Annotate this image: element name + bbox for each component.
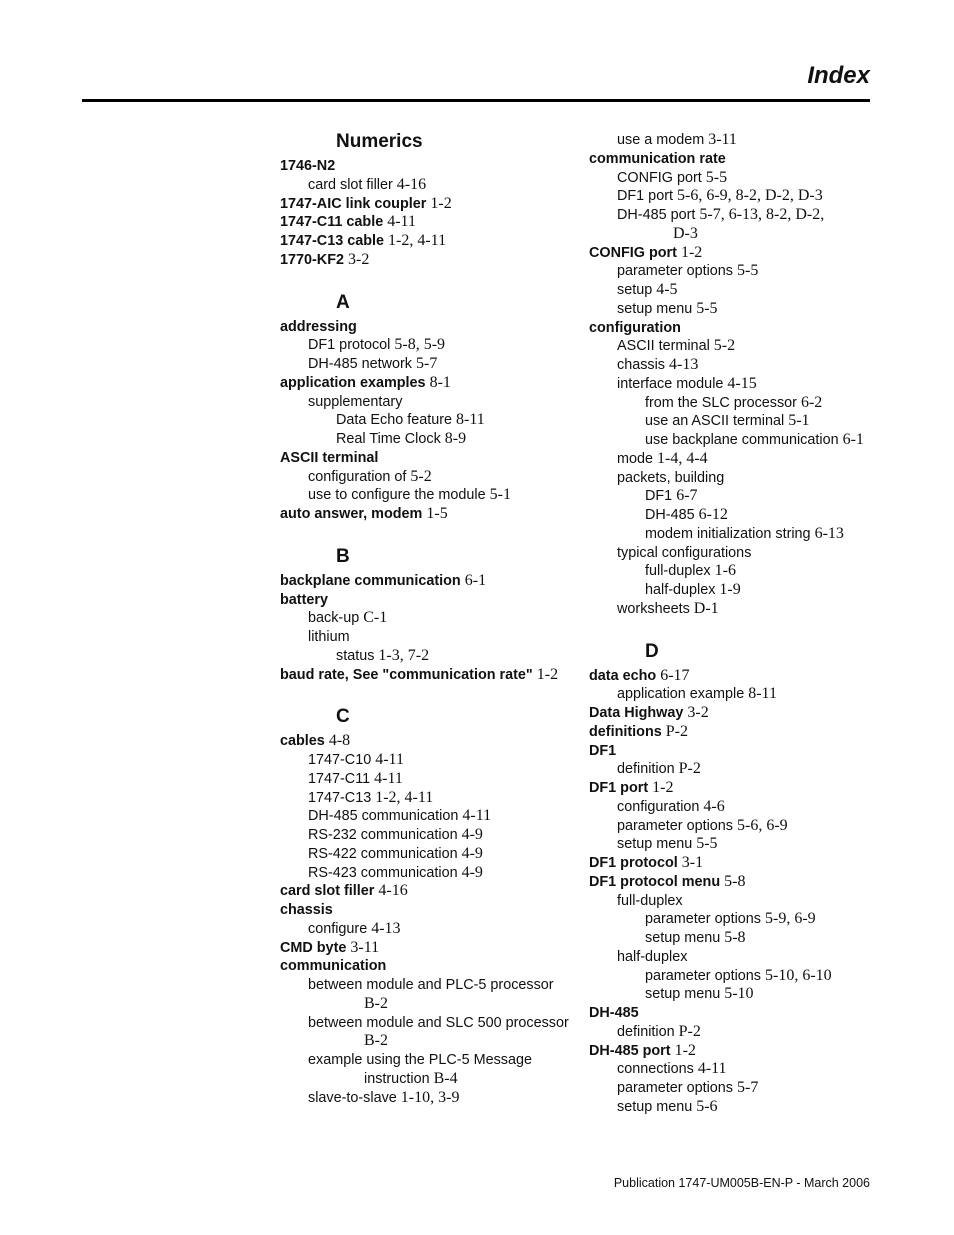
index-term: parameter options — [645, 967, 761, 984]
index-pages: 4-11 — [375, 751, 404, 768]
index-term: modem initialization string — [645, 525, 811, 542]
index-entry — [280, 374, 570, 393]
index-term: 1747-C10 — [308, 752, 372, 768]
index-term: setup menu — [617, 1098, 693, 1115]
index-pages: 5-5 — [696, 835, 718, 853]
index-column-left — [280, 131, 570, 1107]
index-entry — [280, 939, 570, 958]
index-entry — [589, 1060, 879, 1079]
index-pages: 3-2 — [687, 704, 709, 721]
index-entry — [589, 450, 879, 469]
index-entry — [589, 1079, 879, 1098]
index-pages: 5-1 — [489, 486, 511, 504]
index-term: half-duplex — [645, 582, 716, 598]
index-pages: B-4 — [433, 1069, 458, 1087]
index-term: auto answer, modem — [280, 506, 423, 522]
index-term: CMD byte — [280, 939, 347, 956]
index-entry — [280, 666, 570, 685]
index-term: setup menu — [617, 300, 693, 317]
index-pages: 4-16 — [396, 175, 427, 193]
index-term: 1747-AIC link coupler — [280, 195, 427, 212]
index-term: DH-485 port — [617, 207, 696, 223]
index-term: RS-422 communication — [308, 845, 458, 862]
index-entry — [280, 355, 570, 374]
index-entry — [589, 281, 879, 300]
index-term: DH-485 communication — [308, 808, 459, 825]
index-entry — [280, 468, 570, 487]
index-term: Data Highway — [589, 705, 684, 721]
index-pages: 6-1 — [842, 431, 864, 448]
index-pages: 5-2 — [410, 467, 432, 485]
index-entry — [280, 1014, 570, 1033]
index-pages: 6-2 — [800, 393, 823, 411]
index-term: interface module — [617, 375, 724, 392]
index-entry — [589, 300, 879, 319]
index-entry — [589, 798, 879, 817]
index-term: parameter options — [617, 817, 733, 834]
index-term: packets, building — [617, 469, 725, 486]
index-entry — [280, 976, 570, 995]
index-entry — [589, 723, 879, 742]
index-pages: 6-1 — [464, 571, 487, 589]
index-term: Real Time Clock — [336, 431, 441, 447]
index-entry — [589, 873, 879, 892]
index-term: backplane communication — [280, 572, 461, 589]
index-term: definitions — [589, 723, 662, 740]
index-pages: 5-10, 6-10 — [765, 966, 832, 984]
index-entry — [589, 929, 879, 948]
index-pages: 5-8, 5-9 — [394, 336, 446, 354]
index-pages: 1-2 — [430, 194, 452, 212]
index-entry — [280, 411, 570, 430]
index-entry — [589, 685, 879, 704]
index-pages: 4-15 — [727, 374, 757, 392]
index-entry — [589, 967, 879, 986]
index-pages: 6-7 — [676, 487, 698, 505]
index-pages: 5-7 — [415, 355, 438, 372]
index-term: slave-to-slave — [308, 1089, 397, 1106]
index-pages: 5-1 — [788, 412, 810, 430]
index-entry — [280, 807, 570, 826]
index-term: definition — [617, 1023, 675, 1040]
index-entry — [589, 225, 879, 244]
index-entry — [589, 892, 879, 911]
index-entry — [589, 150, 879, 169]
page-title: Index — [807, 62, 870, 89]
index-pages: 4-11 — [697, 1060, 727, 1078]
index-pages: 5-8 — [724, 872, 746, 890]
index-term: DH-485 — [645, 507, 695, 523]
index-term: lithium — [308, 629, 350, 645]
index-entry — [589, 356, 879, 375]
index-entry — [589, 525, 879, 544]
index-pages: 6-13 — [814, 524, 844, 542]
index-term: DH-485 port — [589, 1042, 671, 1059]
index-entry — [280, 336, 570, 355]
index-entry — [280, 901, 570, 920]
index-entry — [589, 1004, 879, 1023]
index-entry — [589, 910, 879, 929]
index-entry — [589, 1042, 879, 1061]
index-pages: 5-6 — [696, 1097, 718, 1115]
index-term: configuration of — [308, 468, 407, 485]
index-entry — [280, 995, 570, 1014]
index-entry — [280, 430, 570, 449]
index-term: parameter options — [645, 911, 761, 928]
index-term: definition — [617, 761, 675, 778]
index-entry — [280, 232, 570, 251]
index-pages: 3-2 — [348, 250, 370, 268]
index-pages: 5-8 — [724, 929, 746, 946]
index-term: 1770-KF2 — [280, 251, 344, 268]
index-entry — [589, 487, 879, 506]
index-pages: 4-11 — [374, 769, 403, 787]
index-term: full-duplex — [617, 892, 683, 909]
index-term: setup menu — [645, 930, 721, 946]
index-term: 1747-C13 cable — [280, 233, 385, 249]
index-entry — [589, 169, 879, 188]
index-entry — [589, 667, 879, 686]
index-pages: 1-3, 7-2 — [378, 646, 430, 664]
index-entry — [589, 1098, 879, 1117]
index-pages: 5-7 — [737, 1079, 759, 1096]
index-term: communication rate — [589, 150, 726, 167]
index-pages: 4-11 — [387, 213, 416, 231]
index-entry — [589, 337, 879, 356]
index-entry — [280, 1070, 570, 1089]
index-term: use an ASCII terminal — [645, 413, 785, 430]
section-heading: B — [336, 545, 350, 567]
index-pages: 5-6, 6-9 — [737, 816, 788, 834]
index-entry — [589, 431, 879, 450]
index-pages: 4-13 — [669, 356, 699, 373]
index-entry — [589, 187, 879, 206]
index-entry — [589, 948, 879, 967]
index-entry — [589, 131, 879, 150]
section-heading: Numerics — [336, 131, 423, 152]
index-pages: 5-7, 6-13, 8-2, D-2, — [699, 206, 825, 223]
index-term: half-duplex — [617, 948, 688, 965]
index-term: battery — [280, 591, 328, 608]
index-term: DF1 protocol menu — [589, 873, 721, 890]
index-entry — [280, 647, 570, 666]
index-entry — [589, 985, 879, 1004]
index-term: full-duplex — [645, 563, 711, 580]
index-term: setup menu — [645, 986, 721, 1003]
index-pages: 4-5 — [656, 281, 678, 298]
index-term: ASCII terminal — [617, 338, 710, 355]
index-entry — [589, 817, 879, 836]
publication-footer: Publication 1747-UM005B-EN-P - March 2006 — [613, 1176, 870, 1190]
index-term: chassis — [617, 357, 665, 373]
index-entry — [280, 591, 570, 610]
index-term: configuration — [617, 798, 700, 815]
index-pages: 6-17 — [660, 666, 690, 684]
index-entry — [589, 1023, 879, 1042]
index-entry — [589, 779, 879, 798]
index-entry — [280, 157, 570, 176]
index-pages: 8-1 — [429, 373, 451, 391]
section-heading: C — [336, 706, 350, 728]
index-entry — [589, 244, 879, 263]
index-entry — [280, 505, 570, 524]
index-entry — [589, 375, 879, 394]
index-pages: 1-6 — [714, 562, 736, 580]
index-pages: B-2 — [364, 994, 388, 1012]
index-term: RS-232 communication — [308, 827, 458, 843]
index-term: configuration — [589, 319, 681, 336]
index-term: 1747-C13 — [308, 789, 372, 806]
index-pages: 1-2 — [536, 665, 559, 683]
index-term: DF1 protocol — [308, 337, 391, 354]
index-pages: 5-9, 6-9 — [765, 910, 816, 928]
index-term: 1746-N2 — [280, 158, 336, 174]
index-term: DF1 — [645, 488, 673, 505]
index-term: application example — [617, 686, 745, 703]
index-entry — [280, 845, 570, 864]
index-entry — [280, 213, 570, 232]
index-entry — [589, 206, 879, 225]
index-term: connections — [617, 1061, 694, 1078]
index-pages: 4-9 — [461, 826, 483, 843]
index-pages: 1-4, 4-4 — [657, 449, 708, 467]
index-entry — [280, 920, 570, 939]
index-term: parameter options — [617, 263, 733, 280]
index-entry — [280, 628, 570, 647]
index-pages: 4-8 — [328, 732, 351, 750]
index-entry — [280, 449, 570, 468]
section-heading: A — [336, 291, 350, 313]
index-entry — [280, 393, 570, 412]
index-term: use to configure the module — [308, 487, 486, 504]
index-pages: 1-2, 4-11 — [388, 232, 447, 249]
index-pages: P-2 — [678, 1022, 701, 1040]
index-pages: P-2 — [678, 760, 701, 778]
index-pages: 1-10, 3-9 — [400, 1088, 460, 1106]
index-term: DH-485 network — [308, 356, 412, 372]
index-term: data echo — [589, 667, 657, 684]
index-pages: 4-6 — [703, 797, 725, 815]
index-entry — [280, 486, 570, 505]
index-entry — [280, 957, 570, 976]
index-pages: 3-1 — [681, 854, 704, 871]
index-entry — [589, 544, 879, 563]
index-entry — [280, 751, 570, 770]
index-term: use a modem — [617, 132, 705, 148]
index-pages: 1-2 — [680, 243, 703, 261]
index-term: application examples — [280, 374, 426, 391]
index-term: cables — [280, 733, 325, 750]
index-term: card slot filler — [308, 176, 393, 193]
index-entry — [280, 251, 570, 270]
index-term: from the SLC processor — [645, 394, 797, 411]
index-term: parameter options — [617, 1080, 733, 1096]
index-term: instruction — [364, 1070, 430, 1087]
index-term: 1747-C11 cable — [280, 214, 384, 231]
index-entry — [589, 262, 879, 281]
index-pages: 8-11 — [748, 685, 777, 703]
index-term: configure — [308, 920, 368, 937]
index-entry — [589, 562, 879, 581]
index-entry — [589, 835, 879, 854]
index-entry — [280, 770, 570, 789]
index-pages: 1-2 — [674, 1041, 696, 1059]
index-entry — [589, 412, 879, 431]
index-term: ASCII terminal — [280, 449, 379, 466]
index-entry — [280, 826, 570, 845]
index-entry — [589, 506, 879, 525]
index-pages: 4-9 — [461, 844, 483, 862]
index-term: between module and SLC 500 processor — [308, 1014, 569, 1031]
index-term: addressing — [280, 318, 357, 335]
index-term: between module and PLC-5 processor — [308, 977, 554, 993]
index-entry — [589, 600, 879, 619]
index-pages: 5-2 — [713, 337, 736, 355]
index-pages: P-2 — [665, 722, 688, 740]
index-pages: C-1 — [363, 609, 388, 627]
index-pages: 8-9 — [444, 430, 467, 447]
index-pages: 1-9 — [719, 581, 741, 598]
index-term: CONFIG port — [617, 169, 702, 186]
index-pages: 5-10 — [724, 985, 754, 1003]
index-term: DF1 — [589, 742, 617, 759]
index-entry — [280, 789, 570, 808]
index-entry — [280, 864, 570, 883]
index-term: card slot filler — [280, 883, 375, 900]
index-pages: D-3 — [673, 224, 698, 242]
index-pages: 3-11 — [708, 131, 737, 148]
index-pages: 1-2, 4-11 — [375, 788, 434, 806]
index-pages: B-2 — [364, 1032, 388, 1050]
index-pages: D-1 — [693, 599, 719, 617]
index-term: DH-485 — [589, 1005, 639, 1021]
index-pages: 5-5 — [705, 168, 728, 186]
index-entry — [280, 609, 570, 628]
index-entry — [589, 319, 879, 338]
index-entry — [280, 732, 570, 751]
index-entry — [280, 176, 570, 195]
index-term: use backplane communication — [645, 432, 839, 448]
index-term: status — [336, 647, 375, 664]
header-rule — [82, 99, 870, 102]
index-pages: 6-12 — [698, 506, 728, 523]
index-entry — [589, 469, 879, 488]
index-entry — [589, 854, 879, 873]
index-pages: 4-11 — [462, 807, 492, 825]
index-entry — [280, 1089, 570, 1108]
index-entry — [589, 581, 879, 600]
index-term: back-up — [308, 610, 360, 627]
index-term: typical configurations — [617, 544, 752, 561]
index-term: mode — [617, 450, 653, 467]
index-entry — [589, 760, 879, 779]
index-entry — [589, 394, 879, 413]
index-pages: 3-11 — [350, 938, 380, 956]
index-pages: 4-16 — [378, 882, 408, 900]
index-pages: 1-2 — [652, 779, 674, 796]
index-term: 1747-C11 — [308, 770, 371, 787]
index-entry — [589, 704, 879, 723]
index-entry — [280, 882, 570, 901]
index-entry — [280, 195, 570, 214]
index-term: CONFIG port — [589, 244, 677, 261]
index-term: DF1 protocol — [589, 855, 678, 871]
section-heading: D — [645, 640, 659, 662]
index-term: Data Echo feature — [336, 412, 452, 429]
index-term: worksheets — [617, 600, 690, 617]
index-pages: 5-5 — [696, 299, 718, 317]
index-entry — [280, 1032, 570, 1051]
index-entry — [280, 318, 570, 337]
index-pages: 4-9 — [461, 863, 483, 881]
index-pages: 1-5 — [426, 505, 448, 522]
index-pages: 4-13 — [371, 919, 401, 937]
index-term: DF1 port — [589, 780, 649, 796]
index-term: example using the PLC-5 Message — [308, 1052, 532, 1068]
index-term: setup — [617, 282, 653, 298]
index-term: communication — [280, 958, 387, 975]
index-entry — [589, 742, 879, 761]
index-term: supplementary — [308, 393, 403, 410]
index-term: chassis — [280, 902, 333, 918]
index-entry — [280, 1051, 570, 1070]
index-term: setup menu — [617, 836, 693, 853]
index-term: baud rate, See "communication rate" — [280, 666, 533, 683]
index-pages: 5-5 — [737, 262, 759, 280]
index-pages: 5-6, 6-9, 8-2, D-2, D-3 — [676, 187, 823, 205]
index-column-right — [589, 131, 879, 1117]
index-term: RS-423 communication — [308, 864, 458, 881]
index-entry — [280, 572, 570, 591]
index-pages: 8-11 — [456, 411, 485, 429]
index-term: DF1 port — [617, 188, 673, 205]
